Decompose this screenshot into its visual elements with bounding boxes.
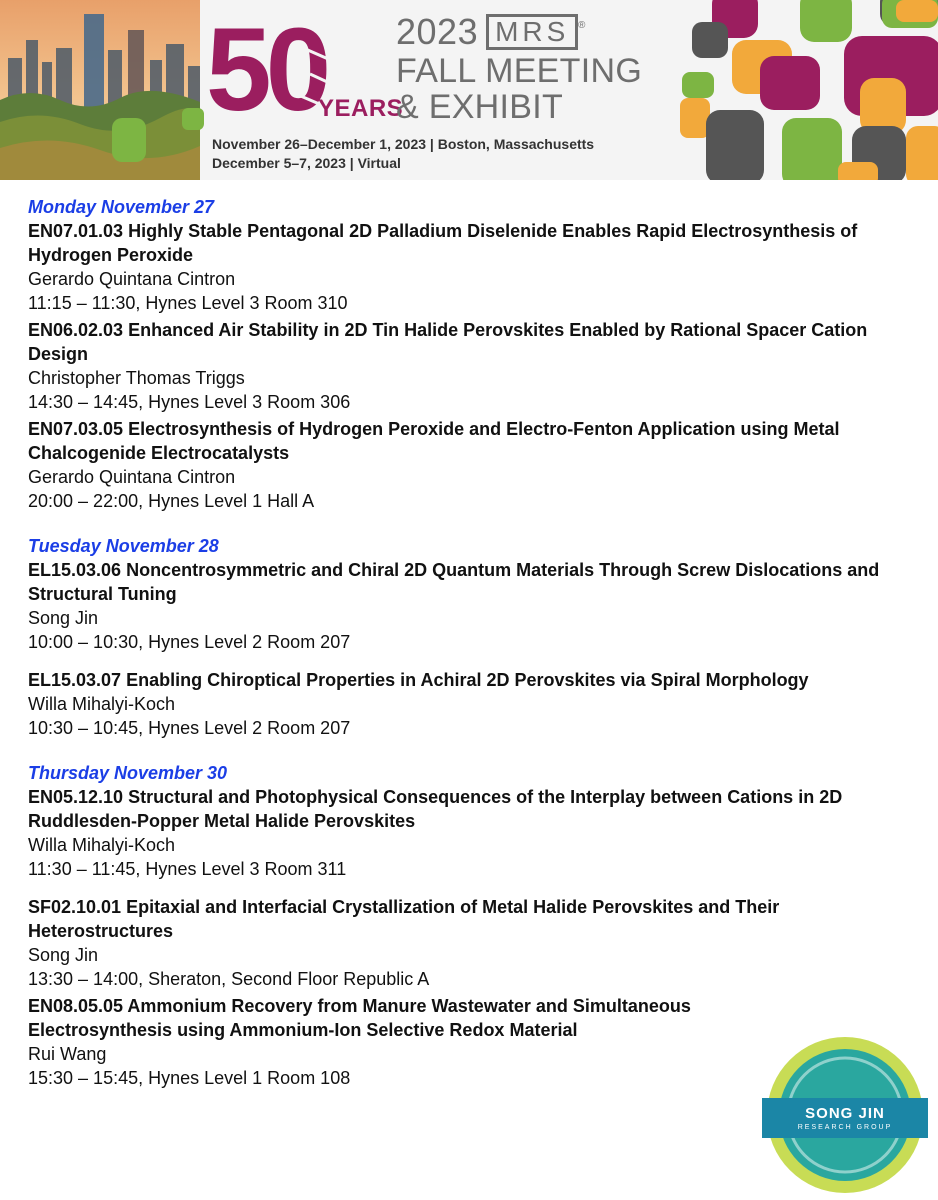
- day-heading: Monday November 27: [28, 197, 215, 217]
- talk-presenter: Song Jin: [28, 945, 99, 965]
- talk-time-location: 20:00 – 22:00, Hynes Level 1 Hall A: [28, 491, 315, 511]
- talk-time-location: 15:30 – 15:45, Hynes Level 1 Room 108: [28, 1068, 351, 1088]
- talk-presenter: Gerardo Quintana Cintron: [28, 269, 236, 289]
- schedule: [28, 195, 918, 1092]
- talk-entry: [28, 895, 918, 991]
- talk-title: EN08.05.05 Ammonium Recovery from Manure Wastewater and Simultaneous Electrosynthesis using Ammonium-Ion Selective Redox Material: [28, 996, 691, 1040]
- talk-presenter: Rui Wang: [28, 1044, 107, 1064]
- talk-entry: [28, 318, 918, 414]
- talk-time-location: 10:00 – 10:30, Hynes Level 2 Room 207: [28, 632, 351, 652]
- talk-time-location: 14:30 – 14:45, Hynes Level 3 Room 306: [28, 392, 351, 412]
- talk-presenter: Willa Mihalyi-Koch: [28, 694, 176, 714]
- talk-title: EN05.12.10 Structural and Photophysical Consequences of the Interplay between Cations in 2D Ruddlesden-Popper Metal Halide Perovskites: [28, 787, 843, 831]
- talk-time-location: 11:30 – 11:45, Hynes Level 3 Room 311: [28, 859, 347, 879]
- song-jin-research-group-logo: [762, 1036, 928, 1194]
- meeting-title-line2: FALL MEETING: [396, 52, 643, 90]
- group-logo-name: SONG JIN: [805, 1105, 885, 1122]
- day-section: [28, 534, 918, 740]
- meeting-year: 2023: [396, 11, 479, 52]
- talk-title: SF02.10.01 Epitaxial and Interfacial Crystallization of Metal Halide Perovskites and Their Heterostructures: [28, 897, 780, 941]
- talk-presenter: Christopher Thomas Triggs: [28, 368, 245, 388]
- talk-entry: [28, 558, 918, 654]
- header-banner: [0, 0, 938, 180]
- talk-time-location: 10:30 – 10:45, Hynes Level 2 Room 207: [28, 718, 351, 738]
- talk-presenter: Gerardo Quintana Cintron: [28, 467, 236, 487]
- talk-entry: [28, 417, 918, 513]
- meeting-title-line1: [396, 11, 590, 52]
- talk-title: EN07.03.05 Electrosynthesis of Hydrogen Peroxide and Electro-Fenton Application using Metal Chalcogenide Electrocatalysts: [28, 419, 840, 463]
- talk-entry: [28, 668, 918, 740]
- talk-title: EN07.01.03 Highly Stable Pentagonal 2D Palladium Diselenide Enables Rapid Electrosynthesis of Hydrogen Peroxide: [28, 221, 858, 265]
- talk-time-location: 13:30 – 14:00, Sheraton, Second Floor Republic A: [28, 969, 430, 989]
- talk-presenter: Song Jin: [28, 608, 99, 628]
- talk-presenter: Willa Mihalyi-Koch: [28, 835, 176, 855]
- meeting-dates-inperson: November 26–December 1, 2023 | Boston, Massachusetts: [212, 136, 595, 152]
- talk-title: EN06.02.03 Enhanced Air Stability in 2D Tin Halide Perovskites Enabled by Rational Spacer Cation Design: [28, 320, 868, 364]
- mrs-logo: MRS ®: [486, 14, 578, 50]
- talk-title: EL15.03.07 Enabling Chiroptical Properties in Achiral 2D Perovskites via Spiral Morphology: [28, 670, 809, 690]
- fifty-numeral: 50: [206, 14, 326, 126]
- day-heading: Tuesday November 28: [28, 536, 219, 556]
- group-logo-subtitle: RESEARCH GROUP: [797, 1124, 893, 1131]
- day-heading: Thursday November 30: [28, 763, 228, 783]
- talk-entry: [28, 785, 918, 881]
- talk-time-location: 11:15 – 11:30, Hynes Level 3 Room 310: [28, 293, 348, 313]
- meeting-dates-virtual: December 5–7, 2023 | Virtual: [212, 155, 401, 171]
- talk-title: EL15.03.06 Noncentrosymmetric and Chiral 2D Quantum Materials Through Screw Dislocations and Structural Tuning: [28, 560, 880, 604]
- meeting-title-line3: & EXHIBIT: [396, 88, 564, 126]
- day-section: [28, 195, 918, 513]
- talk-entry: [28, 219, 918, 315]
- years-label: YEARS: [318, 95, 404, 122]
